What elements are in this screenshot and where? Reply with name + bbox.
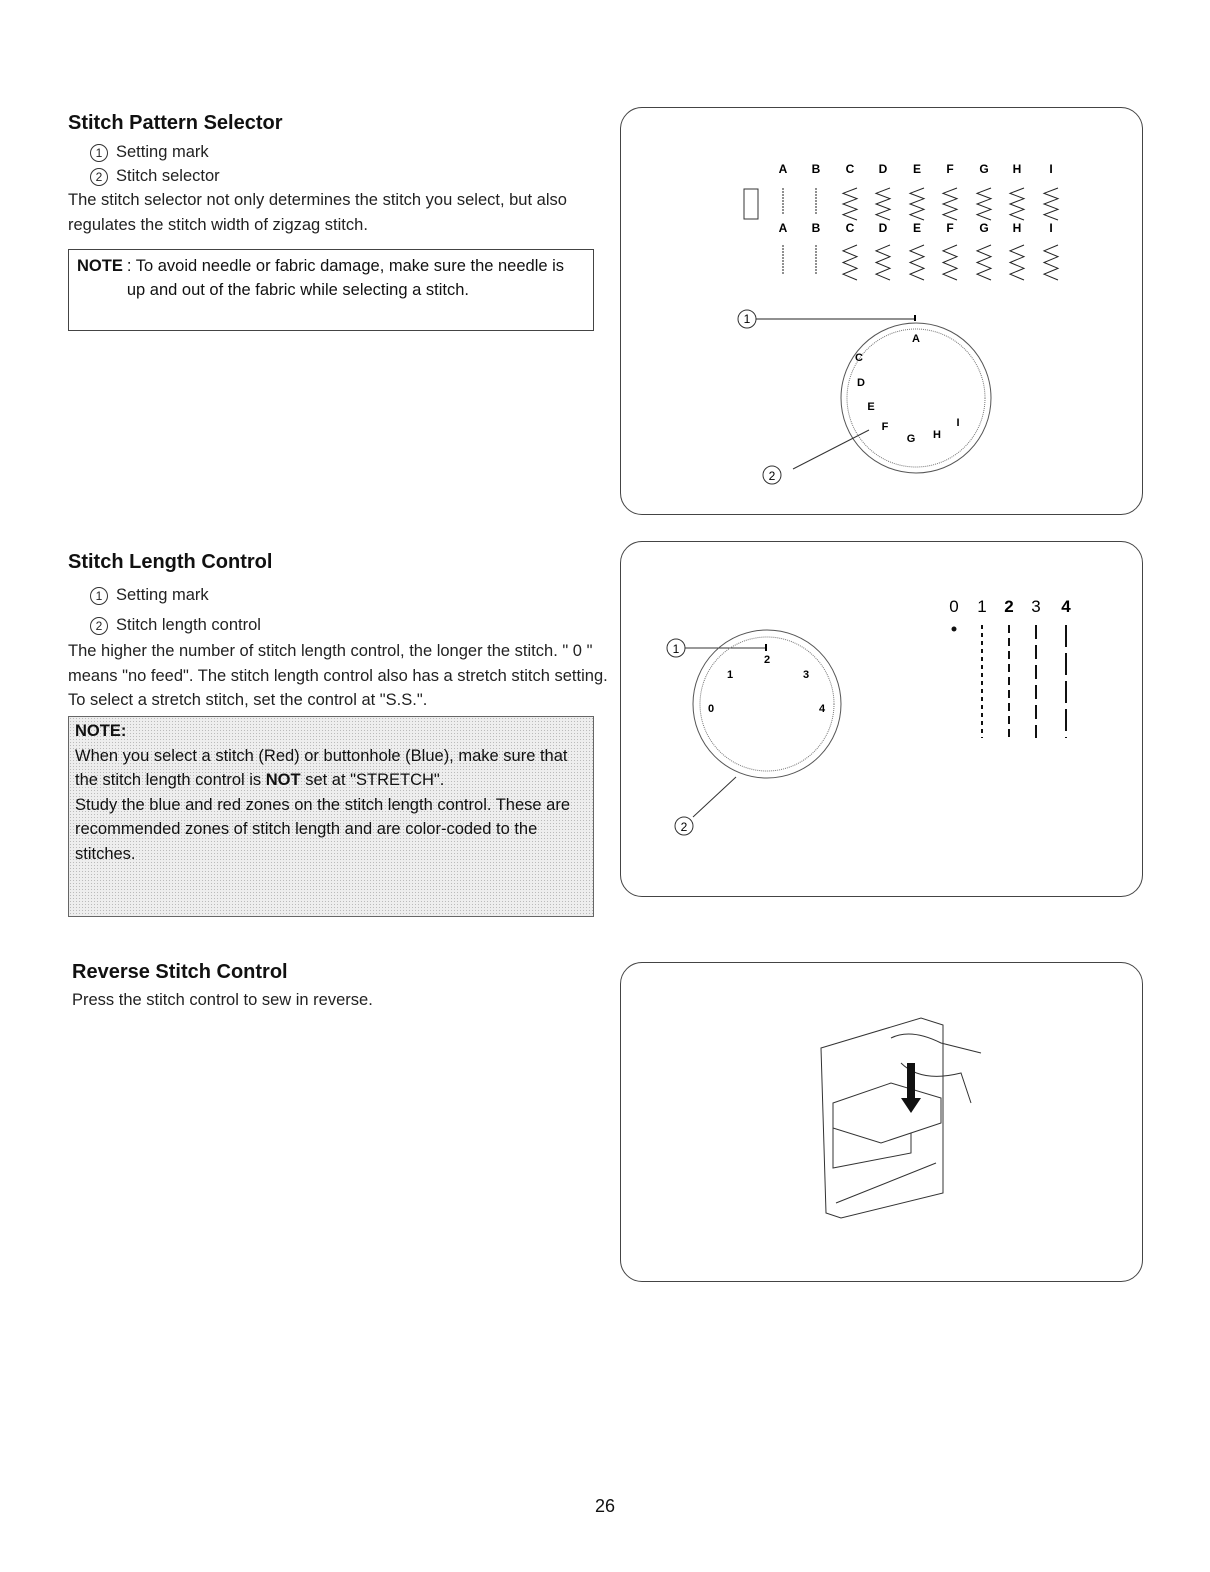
stitch-pattern-icon (977, 245, 991, 280)
stitch-letter: D (878, 221, 888, 235)
stitch-letter: I (1049, 221, 1053, 235)
stitch-pattern-icon (1010, 188, 1024, 220)
callout-2: 2 (680, 820, 688, 834)
scale-label: 1 (977, 597, 987, 616)
body-text: Press the stitch control to sew in reverse. (72, 991, 373, 1009)
note-paragraph: Study the blue and red zones on the stitch length control. These are recommended zones of stitch length and are color-coded to the stitches. (75, 795, 571, 863)
note-text: set at "STRETCH". (300, 771, 445, 789)
stitch-letter: C (845, 221, 855, 235)
legend-item (90, 167, 220, 186)
dial-letter: I (956, 417, 960, 429)
length-diagram-svg (621, 542, 1144, 898)
scale-label: 4 (1061, 597, 1071, 616)
stitch-letter: H (1012, 221, 1022, 235)
dial-letter: D (857, 377, 865, 389)
section-title-stitch-pattern: Stitch Pattern Selector (68, 112, 283, 134)
stitch-pattern-icon (1010, 245, 1024, 280)
dial-number: 2 (763, 654, 771, 666)
stitch-pattern-icon (910, 188, 924, 220)
stitch-letter: D (878, 162, 888, 176)
legend-label: Stitch selector (116, 167, 220, 185)
stitch-selector-diagram (620, 107, 1143, 515)
stitch-letter: A (778, 221, 788, 235)
stitch-pattern-icon (943, 245, 957, 280)
stitch-letter: A (778, 162, 788, 176)
scale-label: 0 (949, 597, 959, 616)
dial-number: 3 (802, 669, 810, 681)
stitch-pattern-icon (843, 245, 857, 280)
stitch-pattern-icon (876, 188, 890, 220)
stitch-letter: C (845, 162, 855, 176)
body-text: The stitch selector not only determines the stitch you select, but also regulates the stitch width of zigzag stitch. (68, 191, 567, 234)
page-number: 26 (594, 1496, 616, 1516)
dial-number: 1 (726, 669, 734, 681)
stitch-letter: B (811, 162, 821, 176)
note-label: NOTE: (75, 722, 127, 740)
stitch-letter: E (912, 221, 922, 235)
dial-letter: E (867, 401, 875, 413)
body-text: The higher the number of stitch length control, the longer the stitch. " 0 " means "no feed". The stitch length control also has a stretch stitch setting. To select a stretch stitch, set the control at "S.S.". (68, 642, 608, 709)
section-title-reverse: Reverse Stitch Control (72, 961, 288, 983)
note-box (68, 249, 594, 331)
stitch-pattern-icon (876, 245, 890, 280)
scale-label: 2 (1004, 597, 1014, 616)
reverse-stitch-button[interactable] (833, 1083, 941, 1143)
legend-item (90, 586, 209, 605)
note-paragraph (75, 744, 587, 793)
stitch-letter: E (912, 162, 922, 176)
stitch-letter: I (1049, 162, 1053, 176)
callout-1: 1 (743, 312, 751, 326)
callout-number: 1 (90, 587, 108, 605)
stitch-pattern-icon (977, 188, 991, 220)
legend-item (90, 143, 209, 162)
stitch-pattern-icon (943, 188, 957, 220)
note-text: : To avoid needle or fabric damage, make sure the needle is up and out of the fabric while selecting a stitch. (126, 257, 565, 299)
dial-letter: C (855, 352, 863, 364)
stitch-pattern-icon (744, 189, 758, 219)
reverse-button-illustration (621, 963, 1144, 1283)
stitch-letter: H (1012, 162, 1022, 176)
stitch-pattern-icon (1044, 245, 1058, 280)
legend-label: Setting mark (116, 586, 209, 604)
stitch-selector-dial[interactable] (841, 323, 991, 473)
legend-item (90, 616, 261, 635)
legend-label: Stitch length control (116, 616, 261, 634)
callout-number: 2 (90, 617, 108, 635)
stitch-pattern-icon (910, 245, 924, 280)
dial-number: 4 (818, 703, 826, 715)
callout-1: 1 (672, 642, 680, 656)
legend-label: Setting mark (116, 143, 209, 161)
stitch-letter: F (946, 221, 954, 235)
note-box-stretch (68, 716, 594, 917)
dial-letter: H (933, 429, 941, 441)
callout-number: 2 (90, 168, 108, 186)
dial-number: 0 (707, 703, 715, 715)
dial-letter: G (906, 433, 916, 445)
dial-letter: A (912, 333, 920, 345)
scale-label: 3 (1031, 597, 1041, 616)
stitch-pattern-icon (1044, 188, 1058, 220)
dial-letter: F (881, 421, 889, 433)
note-emphasis: NOT (265, 771, 301, 789)
stitch-letter: F (946, 162, 954, 176)
note-text: When you select a stitch (Red) or buttonhole (Blue), make sure that the stitch length control is (75, 746, 568, 789)
section-title-stitch-length: Stitch Length Control (68, 551, 273, 573)
reverse-control-diagram (620, 962, 1143, 1282)
stitch-letter: G (979, 162, 989, 176)
stitch-letter: B (811, 221, 821, 235)
callout-2: 2 (768, 469, 776, 483)
stitch-pattern-icon (843, 188, 857, 220)
stitch-chart (621, 108, 1144, 516)
note-label: NOTE (77, 257, 123, 275)
stitch-length-diagram (620, 541, 1143, 897)
callout-number: 1 (90, 144, 108, 162)
stitch-letter: G (979, 221, 989, 235)
